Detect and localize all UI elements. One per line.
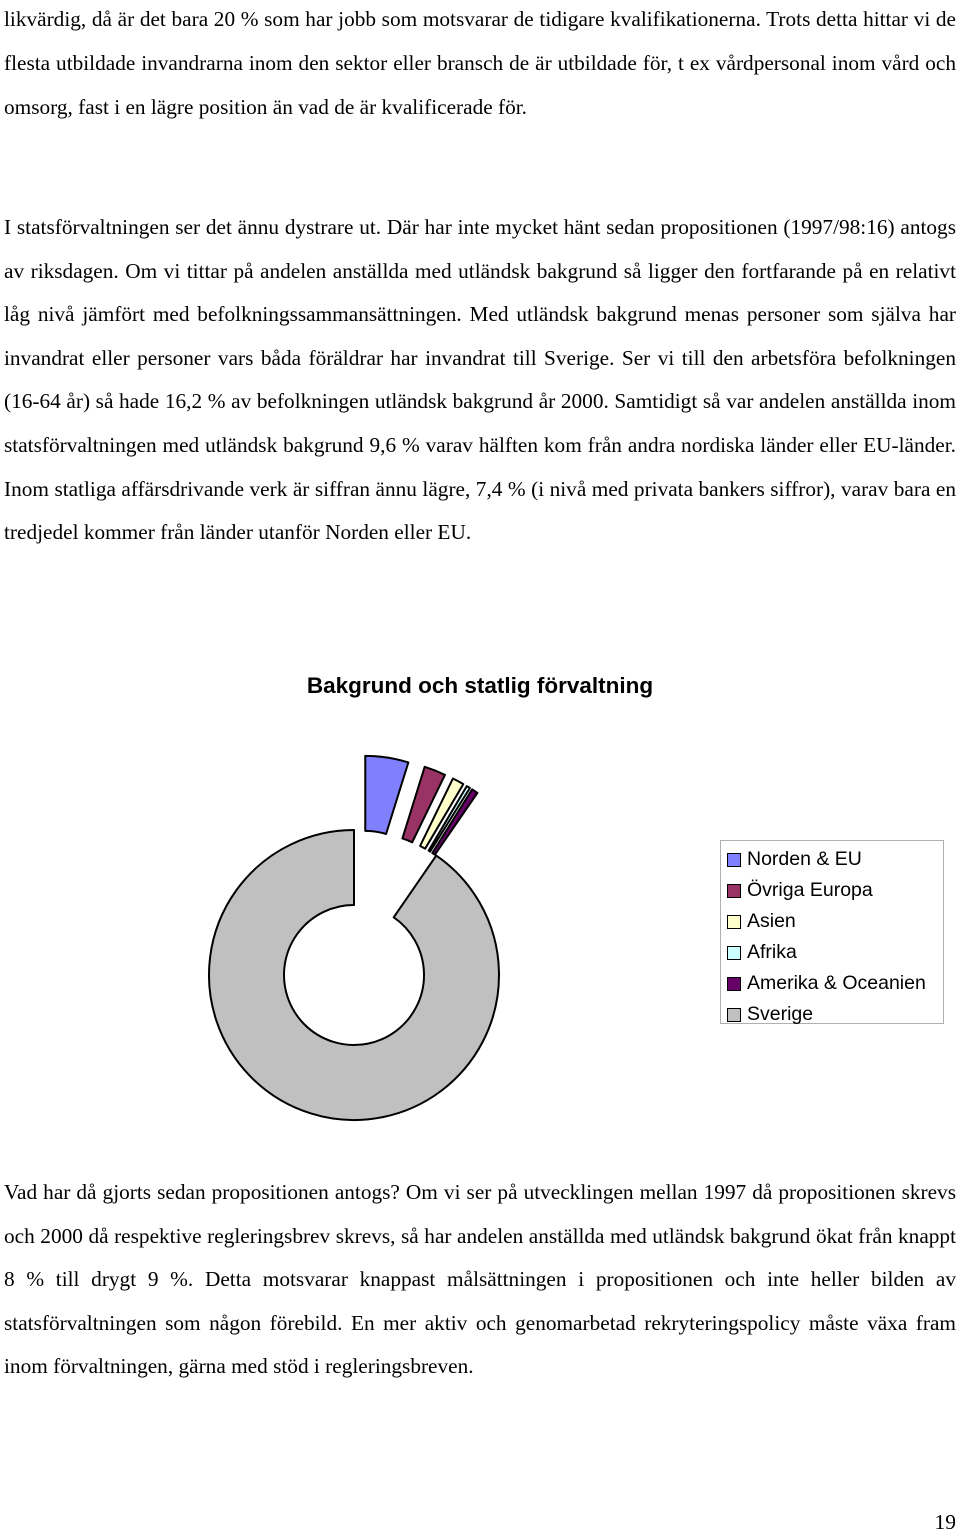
- chart-title: Bakgrund och statlig förvaltning: [306, 673, 654, 698]
- legend-swatch: [727, 977, 741, 991]
- legend-entry: [721, 875, 943, 906]
- legend-entry: [721, 906, 943, 937]
- legend-swatch: [727, 884, 741, 898]
- legend-entry: [721, 968, 943, 999]
- paragraph-statsforvaltning: I statsförvaltningen ser det ännu dystrare ut. Där har inte mycket hänt sedan propositionen (1997/98:16) antogs av riksdagen. Om vi tittar på andelen anställda med utländsk bakgrund så ligger den fortfarande på en relativt låg nivå jämfört med befolkningssammansättningen. Med utländsk bakgrund menas personer som själva har invandrat eller personer vars båda föräldrar har invandrat till Sverige. Ser vi till den arbetsföra befolkningen (16-64 år) så hade 16,2 % av befolkningen utländsk bakgrund år 2000. Samtidigt så var andelen anställda inom statsförvaltningen med utländsk bakgrund 9,6 % varav hälften kom från andra nordiska länder eller EU-länder. Inom statliga affärsdrivande verk är siffran ännu lägre, 7,4 % (i nivå med privata bankers siffror), varav bara en tredjedel kommer från länder utanför Norden eller EU.: [4, 215, 956, 545]
- pie-slice: [209, 830, 499, 1120]
- paragraph-utveckling: Vad har då gjorts sedan propositionen antogs? Om vi ser på utvecklingen mellan 1997 då propositionen skrevs och 2000 då respektive regleringsbrev skrevs, så har andelen anställda med utländsk bakgrund ökat från knappt 8 % till drygt 9 %. Detta motsvarar knappast målsättningen i propositionen och inte heller bilden av statsförvaltningen som någon förebild. En mer aktiv och genomarbetad rekryteringspolicy måste växa fram inom förvaltningen, gärna med stöd i regleringsbreven.: [4, 1180, 956, 1379]
- legend-swatch: [727, 915, 741, 929]
- legend-entry: [721, 844, 943, 875]
- legend-swatch: [727, 1008, 741, 1022]
- legend-label: Amerika & Oceanien: [747, 972, 926, 994]
- legend-label: Norden & EU: [747, 848, 862, 870]
- legend-label: Övriga Europa: [747, 879, 873, 901]
- pie-slice: [402, 767, 445, 843]
- paragraph-intro: likvärdig, då är det bara 20 % som har jobb som motsvarar de tidigare kvalifikationerna. Trots detta hittar vi de flesta utbildade invandrarna inom den sektor eller bransch de är utbildade för, t ex vårdpersonal inom vård och omsorg, fast i en lägre position än vad de är kvalificerade för.: [4, 7, 956, 119]
- legend-entry: [721, 937, 943, 968]
- page-number: 19: [934, 1510, 956, 1534]
- legend-label: Sverige: [747, 1003, 814, 1025]
- legend-swatch: [727, 853, 741, 867]
- legend-label: Afrika: [747, 941, 797, 963]
- chart-legend: [720, 840, 944, 1024]
- pie-slice: [365, 756, 408, 834]
- legend-entry: [721, 999, 943, 1030]
- legend-swatch: [727, 946, 741, 960]
- legend-label: Asien: [747, 910, 796, 932]
